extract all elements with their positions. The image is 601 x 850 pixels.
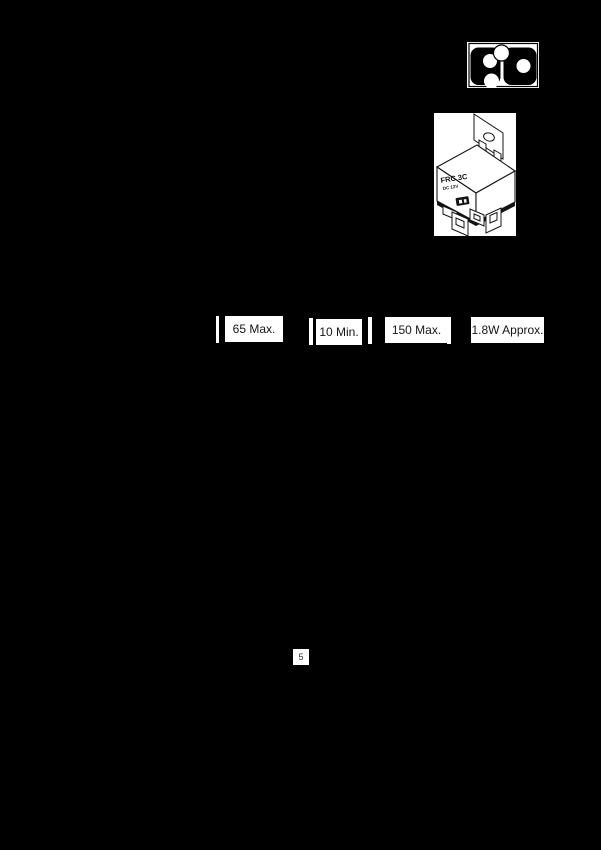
table-gridline xyxy=(216,316,219,343)
relay-model-label: FRC 3C xyxy=(439,171,469,185)
page-number-text: 5 xyxy=(298,652,304,662)
relay-product-illustration xyxy=(434,113,516,236)
spec-value-text: 150 Max. xyxy=(391,323,442,337)
spec-value-text: 1.8W Approx. xyxy=(471,323,544,337)
spec-value-box-4 xyxy=(471,317,544,343)
spec-value-box-2 xyxy=(316,319,362,345)
relay-drawing-icon xyxy=(434,113,516,236)
spec-value-text: 10 Min. xyxy=(319,325,359,339)
spec-value-box-1 xyxy=(225,316,283,342)
table-gridline xyxy=(368,317,372,344)
page-number xyxy=(293,649,309,665)
relay-voltage-label: DC 12V xyxy=(442,183,459,191)
logo-icon xyxy=(467,42,539,88)
manufacturer-logo xyxy=(467,42,539,88)
spec-value-text: 65 Max. xyxy=(232,322,276,336)
table-gridline xyxy=(309,318,313,345)
spec-value-box-3 xyxy=(385,317,448,343)
